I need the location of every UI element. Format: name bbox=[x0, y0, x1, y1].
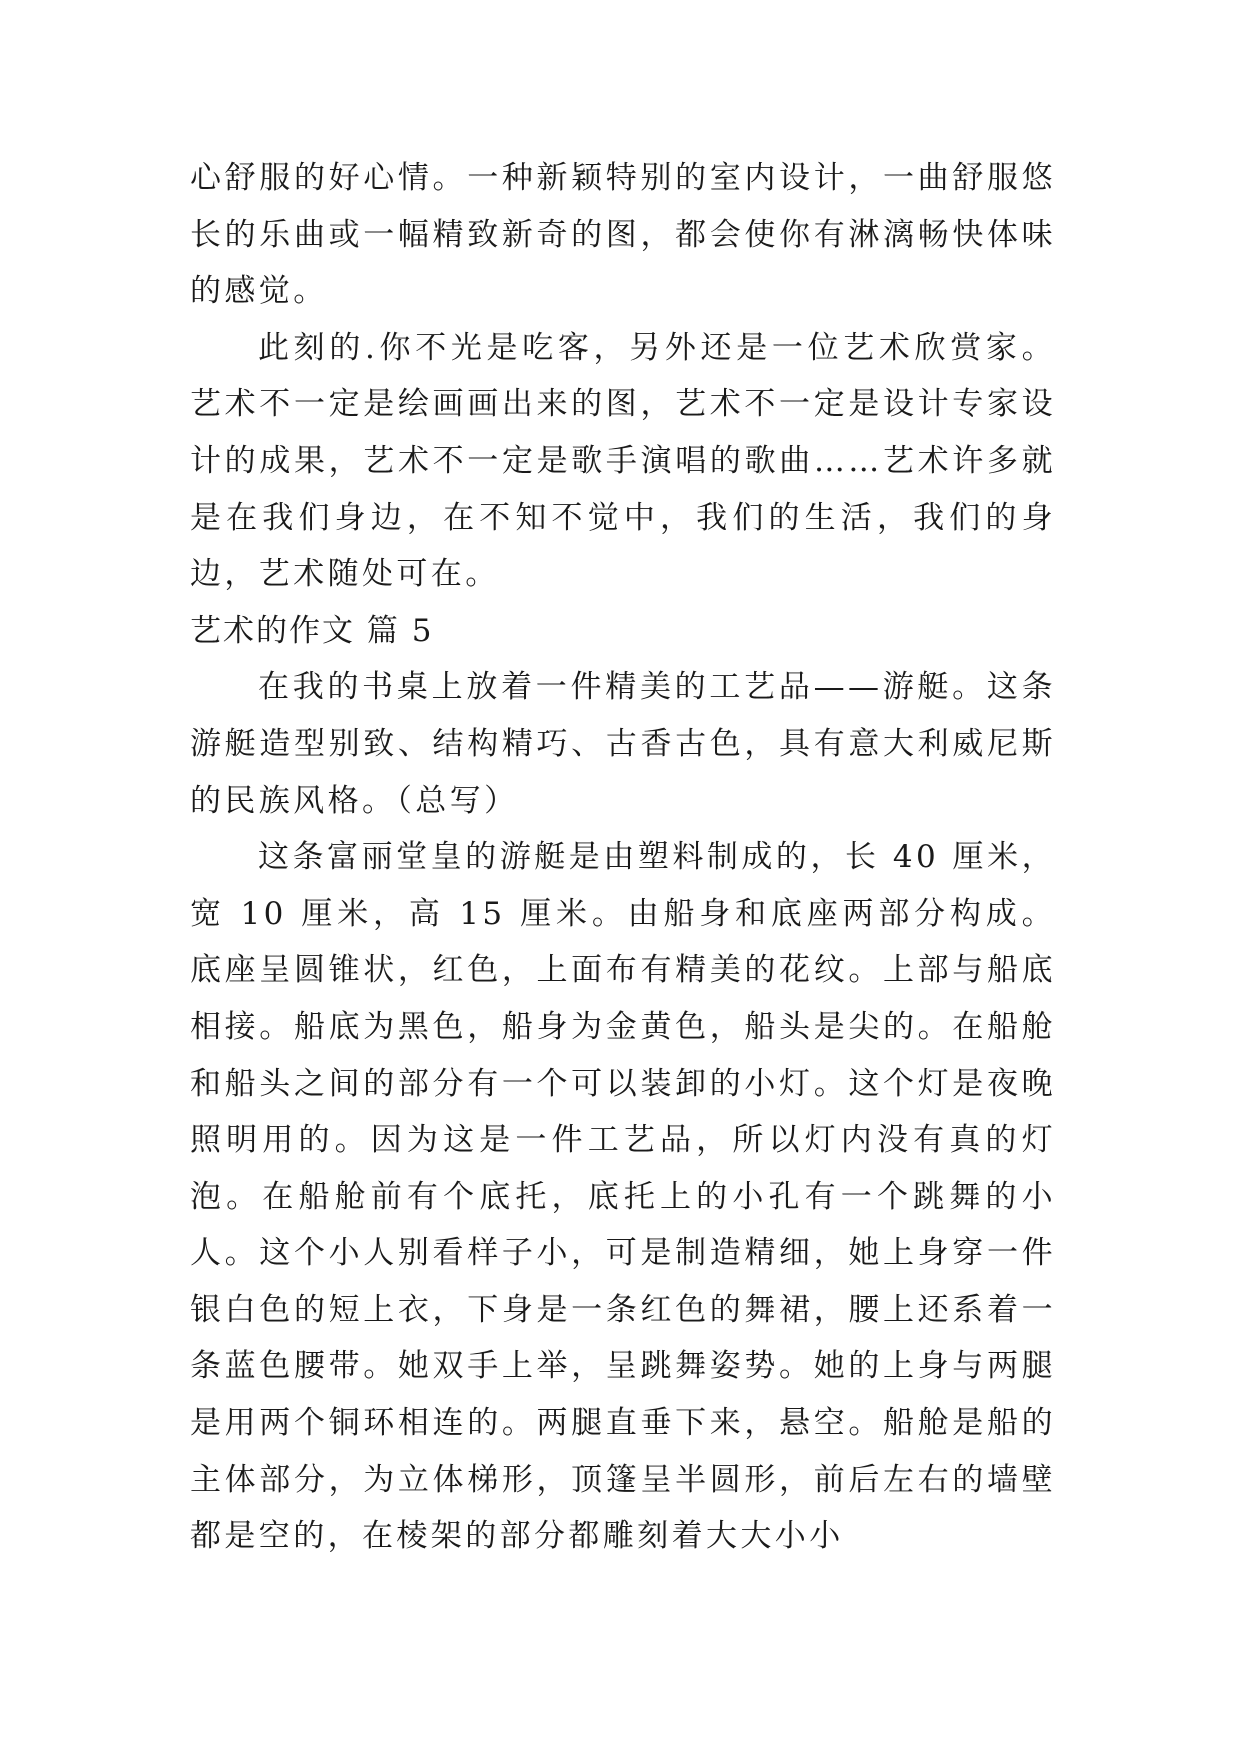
paragraph-art-appreciation: 此刻的.你不光是吃客，另外还是一位艺术欣赏家。艺术不一定是绘画画出来的图，艺术不一定是设计专家设计的成果，艺术不一定是歌手演唱的歌曲……艺术许多就是在我们身边，在不知不觉中，我们的生活，我们的身边，艺术随处可在。 bbox=[190, 329, 1056, 593]
section-heading: 艺术的作文 篇 5 bbox=[190, 612, 434, 649]
document-page bbox=[190, 150, 1056, 1565]
paragraph-yacht-description: 这条富丽堂皇的游艇是由塑料制成的，长 40 厘米，宽 10 厘米，高 15 厘米。由船身和底座两部分构成。底座呈圆锥状，红色，上面布有精美的花纹。上部与船底相接。船底为黑色，船身为金黄色，船头是尖的。在船舱和船头之间的部分有一个可以装卸的小灯。这个灯是夜晚照明用的。因为这是一件工艺品，所以灯内没有真的灯泡。在船舱前有个底托，底托上的小孔有一个跳舞的小人。这个小人别看样子小，可是制造精细，她上身穿一件银白色的短上衣，下身是一条红色的舞裙，腰上还系着一条蓝色腰带。她双手上举，呈跳舞姿势。她的上身与两腿是用两个铜环相连的。两腿直垂下来，悬空。船舱是船的主体部分，为立体梯形，顶篷呈半圆形，前后左右的墙壁都是空的，在棱架的部分都雕刻着大大小小 bbox=[190, 839, 1056, 1555]
paragraph-continuation: 心舒服的好心情。一种新颖特别的室内设计，一曲舒服悠长的乐曲或一幅精致新奇的图，都会使你有淋漓畅快体味的感觉。 bbox=[190, 160, 1056, 310]
paragraph-yacht-intro: 在我的书桌上放着一件精美的工艺品——游艇。这条游艇造型别致、结构精巧、古香古色，具有意大利威尼斯的民族风格。（总写） bbox=[190, 669, 1056, 819]
